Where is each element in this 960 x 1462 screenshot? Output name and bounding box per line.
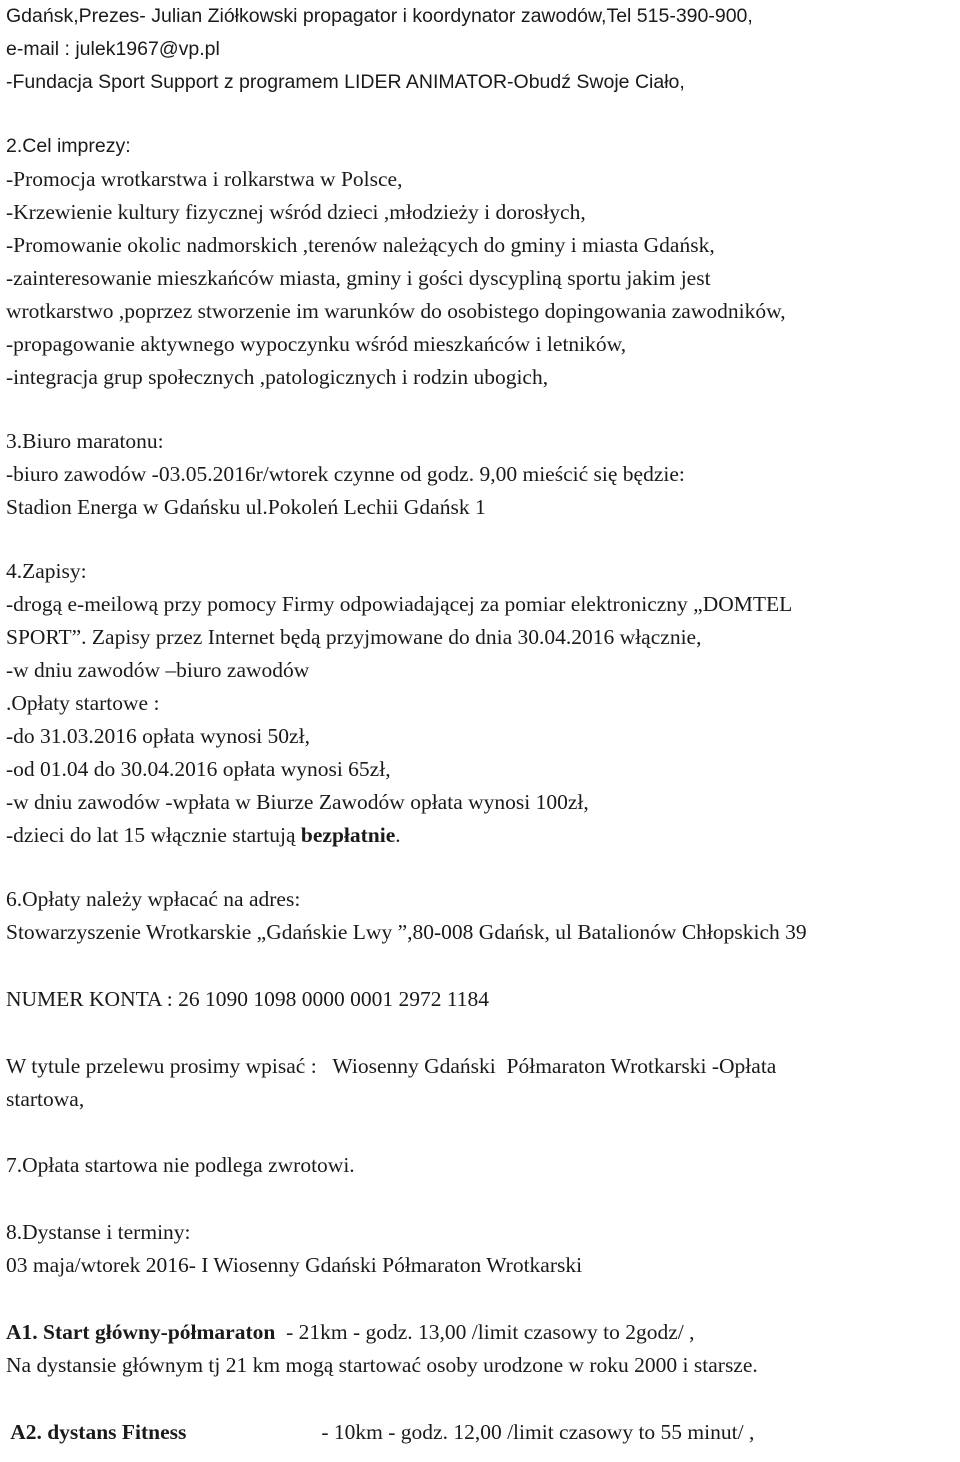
section-2-item: -integracja grup społecznych ,patologicznych i rodzin ubogich,	[6, 365, 549, 389]
distance-a1-label: A1. Start główny-półmaraton	[6, 1320, 276, 1344]
fee-line: -w dniu zawodów -wpłata w Biurze Zawodów opłata wynosi 100zł,	[6, 790, 589, 814]
section-2-item: -zainteresowanie mieszkańców miasta, gminy i gości dyscypliną sportu jakim jest	[6, 266, 711, 290]
section-2-item: -Promocja wrotkarstwa i rolkarstwa w Polsce,	[6, 167, 403, 191]
fee-children-text: -dzieci do lat 15 włącznie startują	[6, 823, 301, 847]
distance-a2-line	[6, 1416, 754, 1449]
office-location-line: Stadion Energa w Gdańsku ul.Pokoleń Lechii Gdańsk 1	[6, 495, 486, 519]
account-number: NUMER KONTA : 26 1090 1098 0000 0001 2972 1184	[6, 987, 490, 1011]
fee-line: -do 31.03.2016 opłata wynosi 50zł,	[6, 724, 310, 748]
distance-a2-details: - 10km - godz. 12,00 /limit czasowy to 55 minut/ ,	[316, 1420, 755, 1444]
section-3-title: 3.Biuro maratonu:	[6, 429, 164, 453]
section-6-title: 6.Opłaty należy wpłacać na adres:	[6, 887, 301, 911]
section-2-item: -Promowanie okolic nadmorskich ,terenów należących do gminy i miasta Gdańsk,	[6, 233, 715, 257]
distance-a1-details: - 21km - godz. 13,00 /limit czasowy to 2godz/ ,	[275, 1320, 695, 1344]
fees-title: .Opłaty startowe :	[6, 691, 160, 715]
fee-line: -od 01.04 do 30.04.2016 opłata wynosi 65zł,	[6, 757, 391, 781]
transfer-title-continuation: startowa,	[6, 1087, 85, 1111]
transfer-label: W tytule przelewu prosimy wpisać :	[6, 1054, 333, 1078]
fee-free-bold: bezpłatnie	[300, 823, 396, 847]
section-4-title: 4.Zapisy:	[6, 559, 87, 583]
distance-a2-label: A2. dystans Fitness	[6, 1420, 187, 1444]
distance-a1-line	[6, 1316, 695, 1349]
registration-line: -w dniu zawodów –biuro zawodów	[6, 658, 310, 682]
registration-line: SPORT”. Zapisy przez Internet będą przyjmowane do dnia 30.04.2016 włącznie,	[6, 625, 702, 649]
registration-line: -drogą e-meilową przy pomocy Firmy odpowiadającej za pomiar elektroniczny „DOMTEL	[6, 592, 793, 616]
office-hours-line: -biuro zawodów -03.05.2016r/wtorek czynne od godz. 9,00 mieścić się będzie:	[6, 462, 685, 486]
transfer-title-line	[6, 1050, 776, 1083]
section-2-item: -Krzewienie kultury fizycznej wśród dzieci ,młodzieży i dorosłych,	[6, 200, 586, 224]
payment-address: Stowarzyszenie Wrotkarskie „Gdańskie Lwy ”,80-008 Gdańsk, ul Batalionów Chłopskich 39	[6, 920, 807, 944]
section-2-item: wrotkarstwo ,poprzez stworzenie im warunków do osobistego dopingowania zawodników,	[6, 299, 786, 323]
section-2-item: -propagowanie aktywnego wypoczynku wśród mieszkańców i letników,	[6, 332, 627, 356]
fee-line-children	[6, 819, 401, 852]
header-line-2: e-mail : julek1967@vp.pl	[6, 38, 220, 60]
header-line-3: -Fundacja Sport Support z programem LIDER ANIMATOR-Obudź Swoje Ciało,	[6, 71, 685, 93]
section-8-title: 8.Dystanse i terminy:	[6, 1220, 191, 1244]
transfer-value: Wiosenny Gdański Półmaraton Wrotkarski -Opłata	[332, 1054, 777, 1078]
event-line: 03 maja/wtorek 2016- I Wiosenny Gdański Półmaraton Wrotkarski	[6, 1253, 583, 1277]
distance-a1-note: Na dystansie głównym tj 21 km mogą startować osoby urodzone w roku 2000 i starsze.	[6, 1353, 758, 1377]
section-2-title: 2.Cel imprezy:	[6, 135, 131, 157]
section-7-text: 7.Opłata startowa nie podlega zwrotowi.	[6, 1153, 355, 1177]
fee-children-suffix: .	[395, 823, 401, 847]
header-line-1: Gdańsk,Prezes- Julian Ziółkowski propagator i koordynator zawodów,Tel 515-390-900,	[6, 5, 753, 27]
